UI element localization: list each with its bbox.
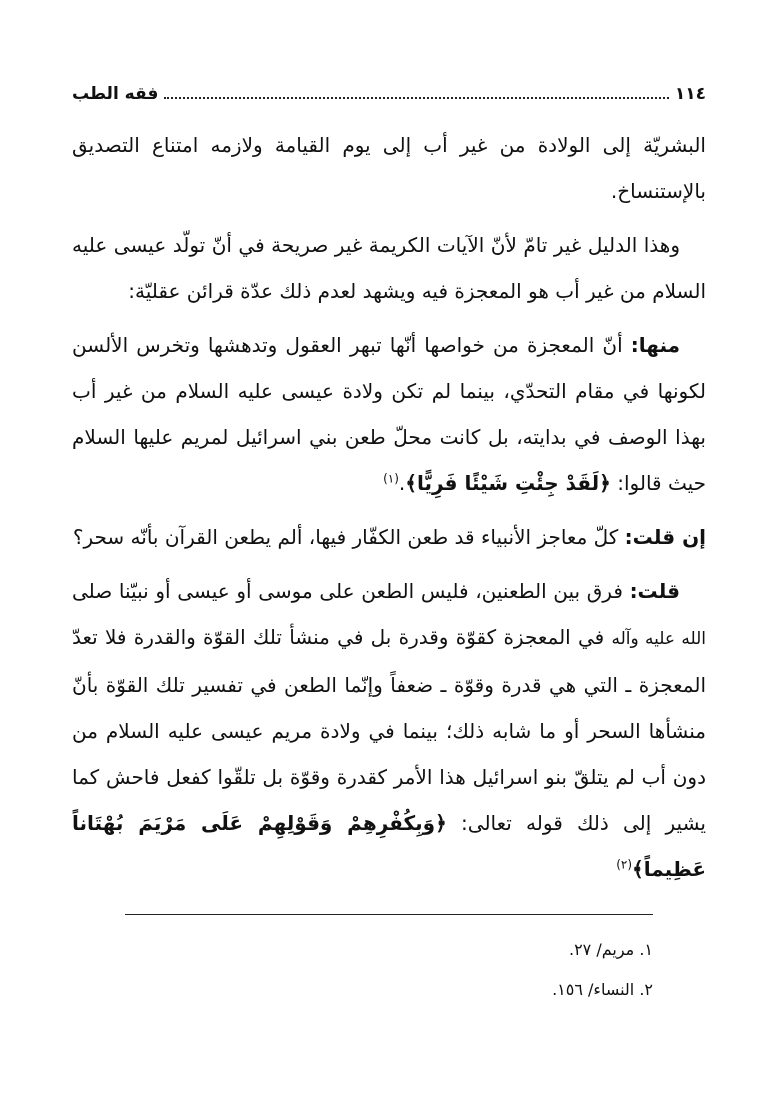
quran-verse-1: ﴿لَقَدْ جِئْتِ شَيْئًا فَرِيًّا﴾: [405, 471, 611, 495]
running-title: فقه الطب: [72, 84, 159, 104]
footnote-ref-1[interactable]: (١): [383, 471, 399, 486]
body-text: [72, 122, 706, 900]
paragraph-5: [72, 568, 706, 892]
paragraph-5-text: فرق بين الطعنين، فليس الطعن على موسى أو عيسى أو نبيّنا صلى: [72, 579, 630, 603]
paragraph-3-lead: منها:: [630, 333, 680, 357]
footnote-separator: [125, 914, 653, 915]
page-number: ١١٤: [674, 84, 706, 104]
paragraph-5-text-2: في المعجزة كقوّة وقدرة بل في منشأ تلك القوّة والقدرة فلا تعدّ المعجزة ـ التي هي قدرة وقوّة ـ ضعفاً وإنّما الطعن في تفسير تلك القوّة بأنّ منشأها السحر أو ما شابه ذلك؛ بينما في ولادة مريم عيسى عليه السلام من دون أب لم يتلقّ بنو اسرائيل هذا الأمر كقدرة وقوّة بل تلقّوا كفعل فاحش كما يشير إلى ذلك قوله تعالى:: [72, 625, 706, 835]
footnote-ref-2[interactable]: (٢): [616, 857, 633, 872]
footnote-2: ٢. النساء/ ١٥٦.: [552, 980, 653, 999]
paragraph-2: وهذا الدليل غير تامّ لأنّ الآيات الكريمة غير صريحة في أنّ تولّد عيسى عليه السلام من غير أب هو المعجزة فيه ويشهد لعدم ذلك عدّة قرائن عقليّة:: [72, 233, 706, 303]
paragraph-4: [72, 514, 706, 560]
footnote-1: ١. مريم/ ٢٧.: [568, 940, 653, 959]
paragraph-5-lead: قلت:: [629, 579, 680, 603]
quran-verse-2: ﴿وَبِكُفْرِهِمْ وَقَوْلِهِمْ عَلَى مَرْيَمَ بُهْتَاناً عَظِيماً﴾: [72, 811, 706, 881]
paragraph-3-text: أنّ المعجزة من خواصها أنّها تبهر العقول وتدهشها وتخرس الألسن لكونها في مقام التحدّي، بينما لم تكن ولادة عيسى عليه السلام من غير أب بهذا الوصف في بدايته، بل كانت محلّ طعن بني اسرائيل لمريم عليها السلام حيث قالوا:: [72, 333, 706, 495]
paragraph-4-lead: إن قلت:: [624, 525, 706, 549]
paragraph-4-text: كلّ معاجز الأنبياء قد طعن الكفّار فيها، ألم يطعن القرآن بأنّه سحر؟: [72, 525, 625, 549]
paragraph-3: [72, 322, 706, 506]
header-dot-leader: [164, 85, 668, 99]
paragraph-3-end: .: [398, 471, 406, 495]
paragraph-1: البشريّة إلى الولادة من غير أب إلى يوم القيامة ولازمه امتناع التصديق بالإستنساخ.: [72, 133, 706, 203]
paragraph-5-honorific: الله عليه وآله: [611, 629, 707, 649]
footnotes: [72, 930, 653, 1010]
page-header: [72, 84, 706, 114]
